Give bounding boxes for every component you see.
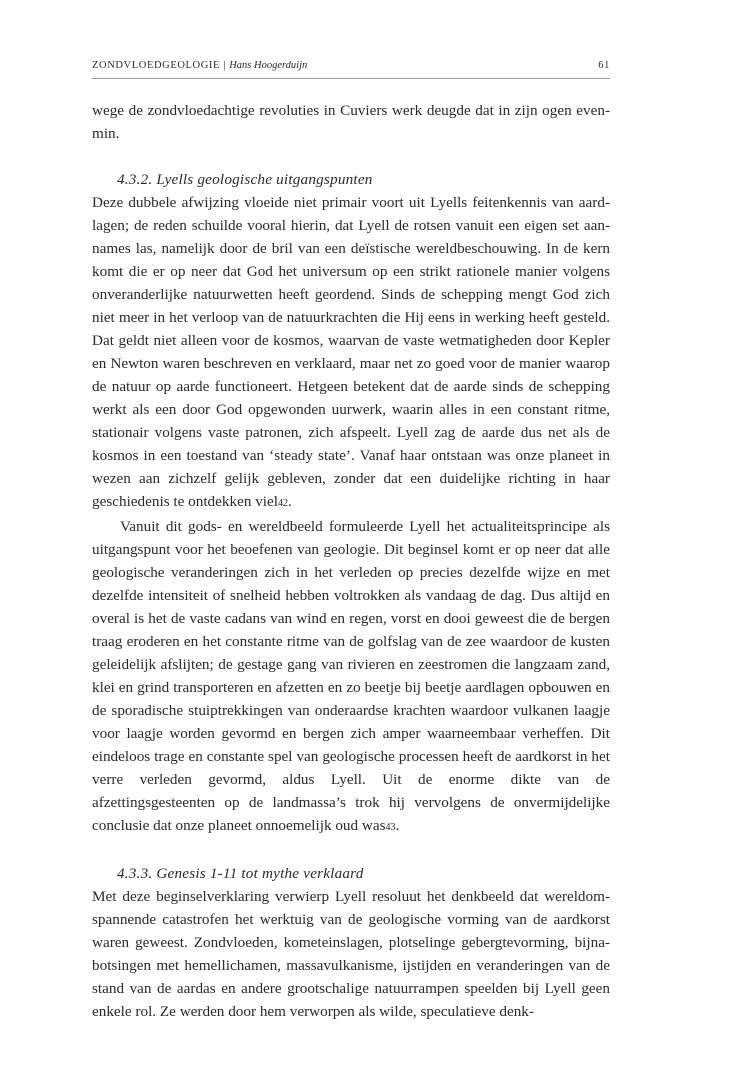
book-title: ZONDVLOEDGEOLOGIE [92,60,221,71]
paragraph [92,515,610,839]
paragraph-continuation: wege de zondvloedachtige revoluties in Cuviers werk deugde dat in zijn ogen evenmin. [92,102,610,142]
footnote-ref[interactable]: 42 [278,498,288,509]
page-number: 61 [598,60,610,71]
paragraph [92,191,610,515]
paragraph-text: Vanuit dit gods- en wereldbeeld formuleerde Lyell het actualiteitsprincipe als uitgangspunt voor het beoefenen van geologie. Dit beginsel komt er op neer dat alle geologische veranderingen zich in het verleden op precies dezelfde wijze en met dezelfde intensiteit of snelheid hebben voltrokken als vandaag de dag. Dus altijd en overal is het de vaste cadans van wind en regen, vorst en dooi geweest die de bergen traag eroderen en het constante ritme van de golfslag van de zee waardoor de kusten geleidelijk afslijten; de gestage gang van rivieren en zeestromen die langzaam zand, klei en grind transporteren en afzetten en zo beetje bij beetje aardlagen opbouwen en de sporadische stuiptrekkingen van onderaardse krachten waardoor vulkanen laagje voor laagje worden gevormd en bergen zich amper waarneembaar verheffen. Dit eindeloos trage en constante spel van geologische processen heeft de aardkorst in het verre verleden gevormd, aldus Lyell. Uit de enorme dikte van de afzettingsgesteenten op de landmassa’s trok hij vervolgens de onvermijdelijke conclusie dat onze planeet onnoemelijk oud was [92,518,610,834]
paragraph: Met deze beginselverklaring verwierp Lyell resoluut het denkbeeld dat wereldomspannende catastrofen het werktuig van de geologische vorming van de aardkorst waren geweest. Zondvloeden, kometeinslagen, plotselinge gebergtevorming, bijna-botsingen met hemellichamen, massavulkanisme, ijstijden en veranderingen van de stand van de aardas en andere grootschalige natuurrampen speelden bij Lyell geen enkele rol. Ze werden door hem verworpen als wilde, speculatieve denk- [92,888,610,1020]
header-rule [92,78,610,79]
section-heading: 4.3.2. Lyells geologische uitgangspunten [117,171,373,188]
paragraph-text: Deze dubbele afwijzing vloeide niet primair voort uit Lyells feitenkennis van aardlagen; de reden schuilde vooral hierin, dat Lyell de rotsen vanuit een eigen set aannames las, namelijk door de bril van een deïstische wereldbeschouwing. In de kern komt die er op neer dat God het universum op een strikt rationele manier volgens onveranderlijke natuurwetten heeft geordend. Sinds de schepping mengt God zich niet meer in het verloop van de natuurkrachten die Hij eens in werking heeft gesteld. Dat geldt niet alleen voor de kosmos, waarvan de vaste wetmatigheden door Kepler en Newton waren beschreven en verklaard, maar net zo goed voor de manier waarop de natuur op aarde functioneert. Hetgeen betekent dat de aarde sinds de schepping werkt als een door God opgewonden uurwerk, waarin alles in een constant ritme, stationair volgens vaste patronen, zich afspeelt. Lyell zag de aarde dus net als de kosmos in een toestand van ‘steady state’. Vanaf haar ontstaan was onze planeet in wezen aan zichzelf gelijk gebleven, zonder dat een duidelijke richting in haar geschiedenis te ontdekken viel [92,194,610,510]
author-name: Hans Hoogerduijn [229,60,308,71]
header-separator: | [223,60,226,71]
body-text [92,99,610,1023]
running-header-left [92,60,307,71]
section-gap [92,839,610,862]
paragraph-end: . [288,493,292,510]
paragraph-end: . [395,817,400,834]
section-gap [92,145,610,168]
section-heading: 4.3.3. Genesis 1-11 tot mythe verklaard [117,865,364,882]
running-header [92,60,610,71]
footnote-ref[interactable]: 43 [385,822,396,833]
